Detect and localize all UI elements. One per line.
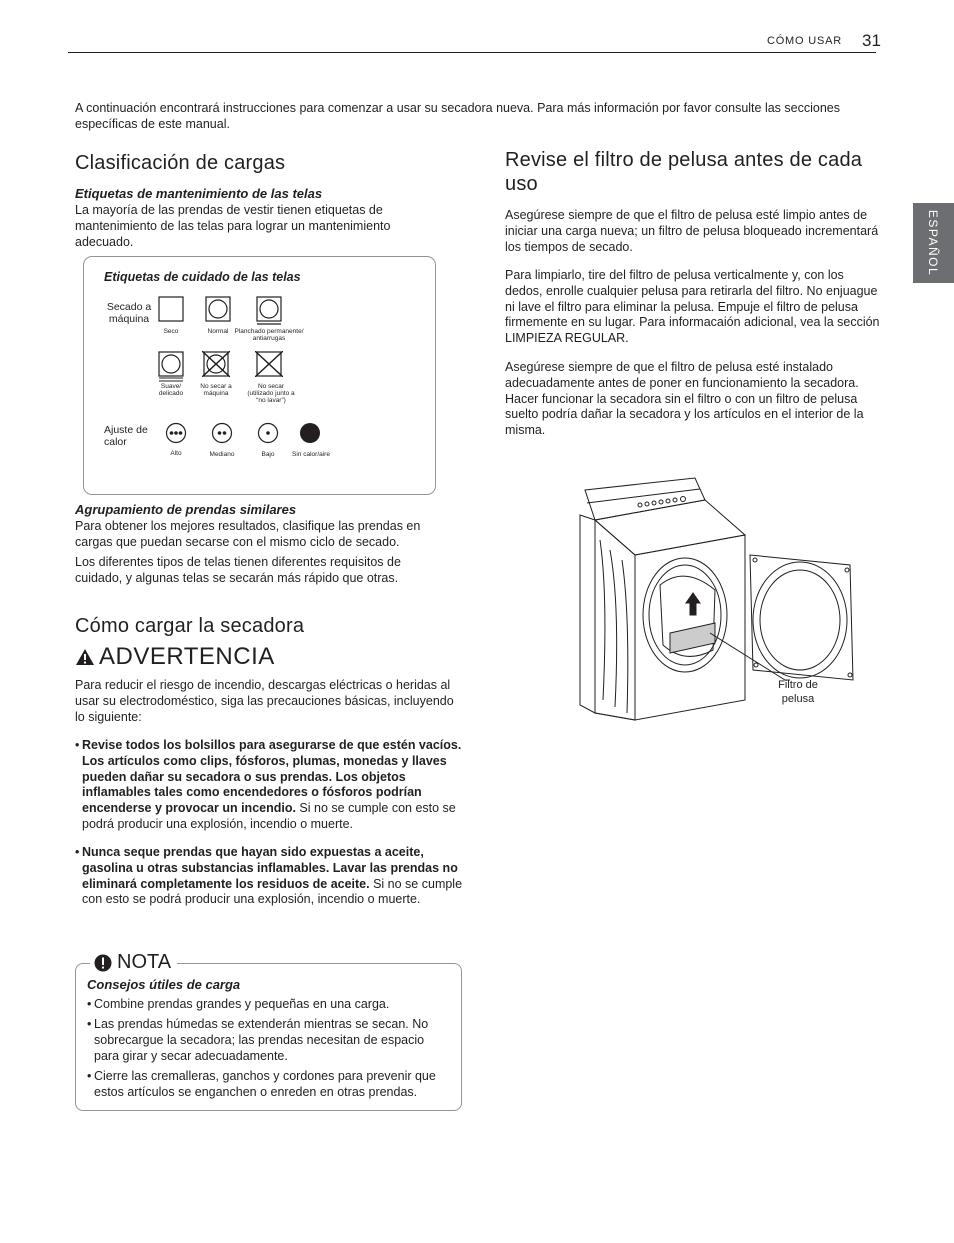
language-side-tab <box>913 203 954 283</box>
section-title-filtro: Revise el filtro de pelusa antes de cada uso <box>505 149 863 195</box>
note-subtitle: Consejos útiles de carga <box>87 977 241 992</box>
warning-title: ADVERTENCIA <box>99 643 275 670</box>
header-rule <box>68 52 876 53</box>
label-planchado: Planchado permanente/ antiarrugas <box>234 328 304 342</box>
label-alto: Alto <box>170 450 182 457</box>
section-title-cargar: Cómo cargar la secadora <box>75 615 305 637</box>
heat-none-icon <box>299 422 321 444</box>
note-item <box>87 997 452 1013</box>
symbol-seco-icon <box>158 296 184 322</box>
symbol-planchado-icon <box>256 296 282 326</box>
note-heading <box>90 951 177 974</box>
filter-paragraph-1: Asegúrese siempre de que el filtro de pelusa esté limpio antes de iniciar una carga nueva; un filtro de pelusa bloqueado incrementará los tiempos de secado. <box>505 208 879 254</box>
note-item-3-text: Cierre las cremalleras, ganchos y cordones para prevenir que estos artículos se enganchen o enreden en otras prendas. <box>94 1069 436 1099</box>
warning-bullet-1 <box>75 738 463 833</box>
filter-paragraph-3: Asegúrese siempre de que el filtro de pelusa esté instalado adecuadamente antes de poner en funcionamiento la secadora. Hacer funcionar la secadora sin el filtro o con un filtro de pelusa suelto podría dañar la secadora y los artículos en el interior de la misma. <box>505 360 864 438</box>
warning-paragraph: Para reducir el riesgo de incendio, descargas eléctricas o heridas al usar su electrodoméstico, siga las precauciones básicas, incluyendo lo siguiente: <box>75 678 454 724</box>
note-item <box>87 1017 452 1064</box>
bullet-dot: • <box>87 997 92 1011</box>
care-box-title: Etiquetas de cuidado de las telas <box>104 270 301 284</box>
label-bajo: Bajo <box>261 451 275 458</box>
label-sin-calor: Sin calor/aire <box>292 451 330 458</box>
note-title: NOTA <box>117 951 172 973</box>
label-normal: Normal <box>207 328 229 335</box>
bullet-dot: • <box>75 738 80 752</box>
symbol-no-secar-maquina-icon <box>202 351 230 377</box>
bullet-dot: • <box>87 1069 92 1083</box>
note-item-1-text: Combine prendas grandes y pequeñas en una carga. <box>94 997 390 1011</box>
label-suave: Suave/ delicado <box>158 383 184 397</box>
warning-bullet-2-text: Si no se cumple con esto se podrá producir una explosión, incendio o muerte. <box>82 876 463 907</box>
intro-paragraph: A continuación encontrará instrucciones para comenzar a usar su secadora nueva. Para más información por favor consulte las secciones específicas de este manual. <box>75 101 840 131</box>
heat-high-icon <box>165 422 187 444</box>
section-title-clasificacion: Clasificación de cargas <box>75 152 286 174</box>
warning-bullet-2-bold: Nunca seque prendas que hayan sido expuestas a aceite, gasolina u otras substancias inflamables. Lavar las prendas no eliminará completamente los residuos de aceite. <box>82 845 458 891</box>
warning-bullet-2 <box>75 845 463 908</box>
exclamation-circle-icon <box>94 954 112 972</box>
subheading-etiquetas: Etiquetas de mantenimiento de las telas <box>75 186 323 201</box>
subheading-agrupamiento: Agrupamiento de prendas similares <box>75 502 297 517</box>
label-seco: Seco <box>163 328 179 335</box>
paragraph-etiquetas: La mayoría de las prendas de vestir tienen etiquetas de mantenimiento de las telas para lograr un mantenimiento adecuado. <box>75 203 391 249</box>
filter-paragraph-2: Para limpiarlo, tire del filtro de pelusa verticalmente y, con los dedos, enrolle cualquier pelusa para retirarla del filtro. No enjuague ni lave el filtro para eliminar la pelusa. Empuje el filtro de pelusa firmemente en su lugar. Para informacaión adicional, vea la sección LIMPIEZA REGULAR. <box>505 268 880 346</box>
page-number: 31 <box>862 31 881 50</box>
header-section-label: CÓMO USAR <box>766 35 842 47</box>
bullet-dot: • <box>87 1017 92 1031</box>
warning-bullet-1-bold: Revise todos los bolsillos para asegurarse de que estén vacíos. Los artículos como clips, fósforos, plumas, monedas y llaves pueden dañar su secadora o sus prendas. Los objetos inflamables tales como encendedores o fósforos podrían encenderse y provocar un incendio. <box>82 738 462 816</box>
warning-heading <box>75 643 275 671</box>
paragraph-agrupamiento-2: Los diferentes tipos de telas tienen diferentes requisitos de cuidado, y algunas telas se secarán más rápido que otras. <box>75 555 401 585</box>
label-mediano: Mediano <box>209 451 235 458</box>
symbol-suave-icon <box>158 351 184 382</box>
language-tab-label: ESPAÑOL <box>926 209 941 277</box>
label-no-secar-maquina: No secar a máquina <box>200 383 232 397</box>
paragraph-agrupamiento-1: Para obtener los mejores resultados, clasifique las prendas en cargas que puedan secarse con el mismo ciclo de secado. <box>75 519 421 549</box>
row-label-calor: Ajuste de calor <box>104 424 148 448</box>
heat-low-icon <box>257 422 279 444</box>
symbol-normal-icon <box>205 296 231 322</box>
note-item <box>87 1069 452 1101</box>
note-item-2-text: Las prendas húmedas se extenderán mientras se secan. No sobrecargue la secadora; las prendas necesitan de espacio para girar y secar adecuadamente. <box>94 1017 429 1063</box>
row-label-secado: Secado a máquina <box>106 301 152 325</box>
filter-caption: Filtro de pelusa <box>778 679 818 705</box>
symbol-no-secar-icon <box>255 351 283 377</box>
bullet-dot: • <box>75 845 80 859</box>
label-no-secar: No secar (utilizado junto a “no lavar”) <box>247 383 295 404</box>
warning-bullet-1-text: Si no se cumple con esto se podrá producir una explosión, incendio o muerte. <box>82 801 456 831</box>
warning-triangle-icon <box>75 648 95 666</box>
heat-medium-icon <box>211 422 233 444</box>
